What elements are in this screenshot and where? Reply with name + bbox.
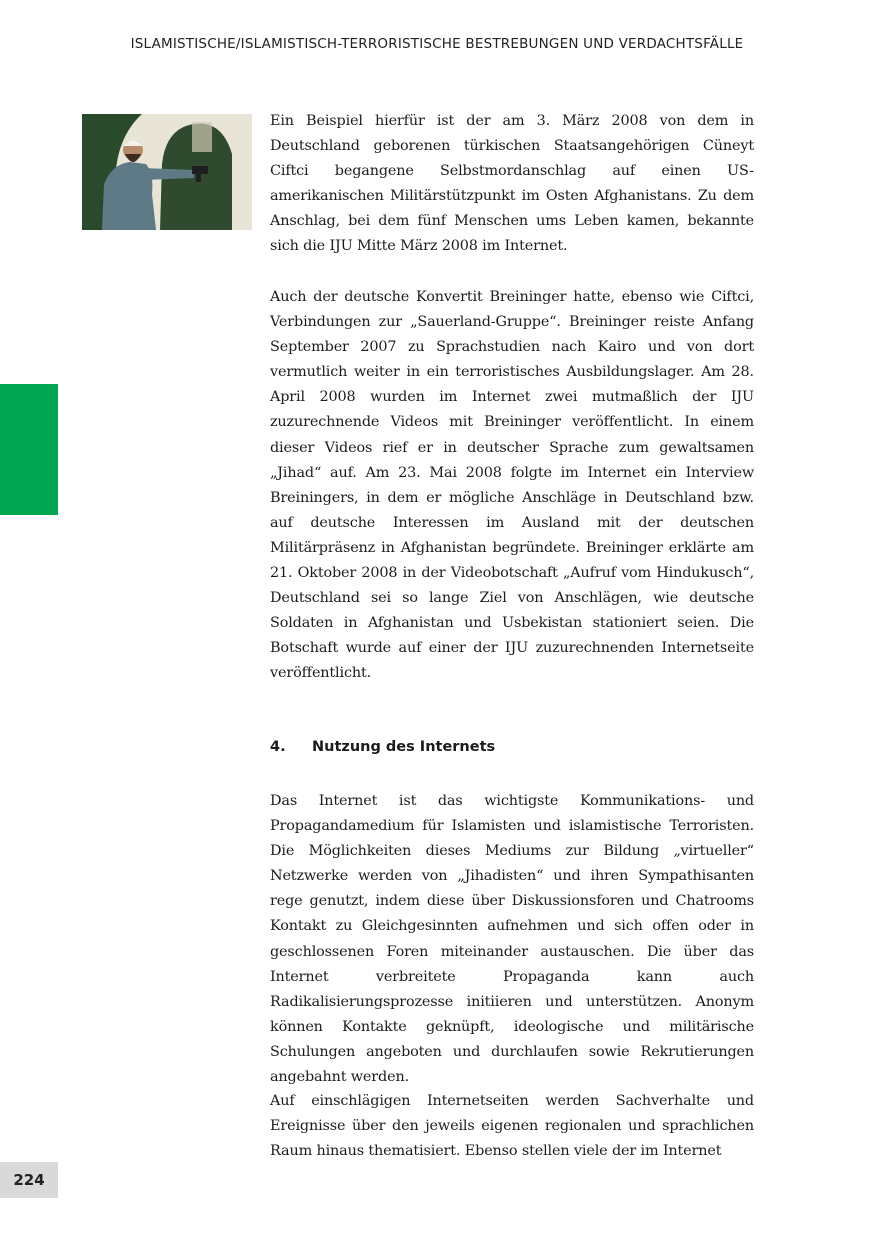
- text-block-1: [270, 109, 754, 260]
- text-block-3: [270, 789, 754, 1090]
- paragraph-breininger: Auch der deutsche Konvertit Breininger hatte, ebenso wie Ciftci, Verbindungen zur „Sauerland-Gruppe“. Breininger reiste Anfang September 2007 zu Sprachstudien nach Kairo und von dort vermutlich weiter in ein terroristisches Ausbildungslager. Am 28. April 2008 wurden im Internet zwei mutmaßlich der IJU zuzurechnende Videos mit Breininger veröffentlicht. In einem dieser Videos rief er in deutscher Sprache zum gewaltsamen „Jihad“ auf. Am 23. Mai 2008 folgte im Internet ein Interview Breiningers, in dem er mögliche Anschläge in Deutschland bzw. auf deutsche Interessen im Ausland mit der deutschen Militärpräsenz in Afghanistan begründete. Breininger erklärte am 21. Oktober 2008 in der Videobotschaft „Aufruf vom Hindukusch“, Deutschland sei so lange Ziel von Anschlägen, wie deutsche Soldaten in Afghanistan und Usbekistan stationiert seien. Die Botschaft wurde auf einer der IJU zuzurechnenden Internetseite veröffentlicht.: [270, 289, 754, 682]
- text-block-4: [270, 1089, 754, 1164]
- page-number: 224: [0, 1162, 58, 1198]
- chapter-tab-marker: [0, 384, 58, 515]
- section-heading: [270, 739, 754, 755]
- paragraph-internet-medium: Das Internet ist das wichtigste Kommunikations- und Propagandamedium für Islamisten und islamistische Terroristen. Die Möglichkeiten dieses Mediums zur Bildung „virtueller“ Netzwerke werden von „Jihadisten“ und ihren Sympathisanten rege genutzt, indem diese über Diskussionsforen und Chatrooms Kontakt zu Gleichgesinnten aufnehmen und sich offen oder in geschlossenen Foren miteinander austauschen. Die über das Internet verbreitete Propaganda kann auch Radikalisierungsprozesse initiieren und unterstützen. Anonym können Kontakte geknüpft, ideologische und militärische Schulungen angeboten und durchlaufen sowie Rekrutierungen angebahnt werden.: [270, 793, 754, 1086]
- paragraph-ciftci: Ein Beispiel hierfür ist der am 3. März 2008 von dem in Deutschland geborenen türkischen Staatsangehörigen Cüneyt Ciftci begangene Selbstmordanschlag auf einen US-amerikanischen Militärstützpunkt im Osten Afghanistans. Zu dem Anschlag, bei dem fünf Menschen ums Leben kamen, bekannte sich die IJU Mitte März 2008 im Internet.: [270, 113, 754, 255]
- section-title: Nutzung des Internets: [312, 739, 496, 755]
- text-block-2: [270, 285, 754, 687]
- photo-man-with-pistol: [82, 114, 252, 230]
- paragraph-internet-sites: Auf einschlägigen Internetseiten werden Sachverhalte und Ereignisse über den jeweils eigenen regionalen und sprachlichen Raum hinaus thematisiert. Ebenso stellen viele der im Internet: [270, 1093, 754, 1160]
- running-header: ISLAMISTISCHE/ISLAMISTISCH-TERRORISTISCHE BESTREBUNGEN UND VERDACHTSFÄLLE: [130, 36, 744, 52]
- section-number: 4.: [270, 739, 286, 755]
